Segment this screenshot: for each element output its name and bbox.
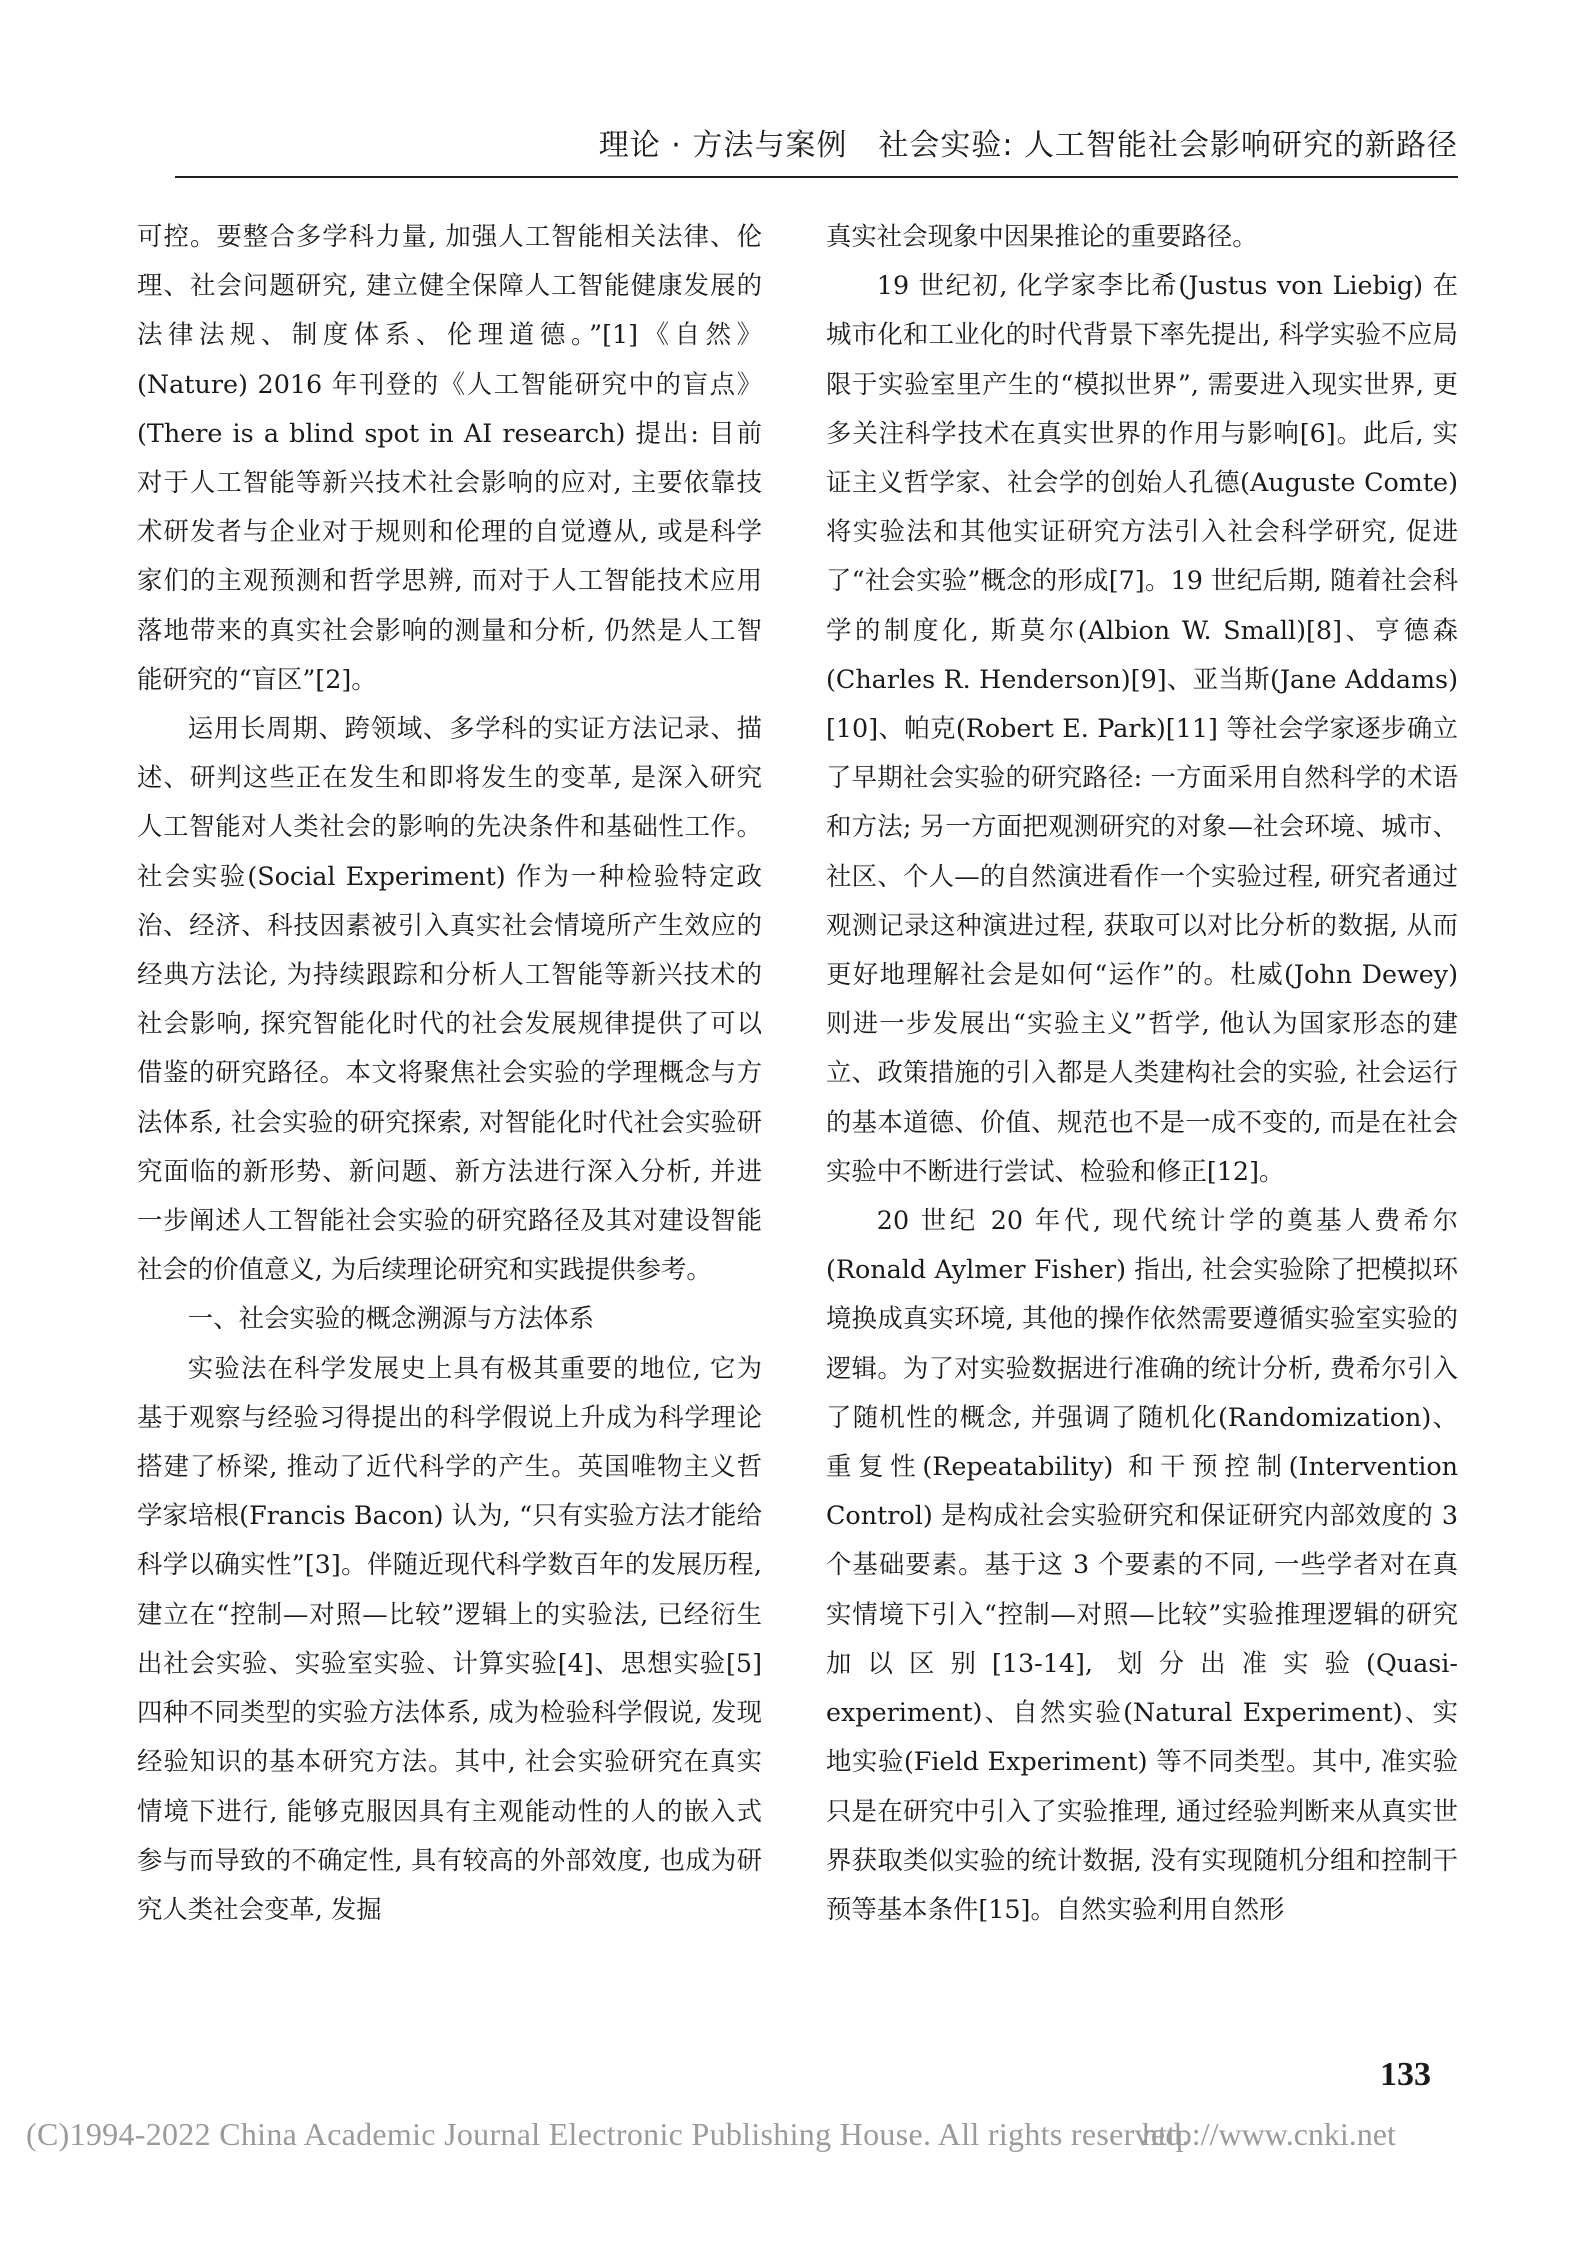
right-paragraph-3: 20 世纪 20 年代, 现代统计学的奠基人费希尔(Ronald Aylmer Fisher) 指出, 社会实验除了把模拟环境换成真实环境, 其他的操作依然需要遵循实验室实验的逻辑。为了对实验数据进行准确的统计分析, 费希尔引入了随机性的概念, 并强调了随机化(Randomization)、重复性(Repeatability) 和干预控制(Intervention Control) 是构成社会实验研究和保证研究内部效度的 3 个基础要素。基于这 3 个要素的不同, 一些学者对在真实情境下引入“控制—对照—比较”实验推理逻辑的研究加以区别[13-14], 划分出准实验(Quasi-experiment)、自然实验(Natural Experiment)、实地实验(Field Experiment) 等不同类型。其中, 准实验只是在研究中引入了实验推理, 通过经验判断来从真实世界获取类似实验的统计数据, 没有实现随机分组和控制干预等基本条件[15]。自然实验利用自然形 — [826, 1205, 1458, 1924]
left-paragraph-3: 实验法在科学发展史上具有极其重要的地位, 它为基于观察与经验习得提出的科学假说上升成为科学理论搭建了桥梁, 推动了近代科学的产生。英国唯物主义哲学家培根(Francis Bacon) 认为, “只有实验方法才能给科学以确实性”[3]。伴随近现代科学数百年的发展历程, 建立在“控制—对照—比较”逻辑上的实验法, 已经衍生出社会实验、实验室实验、计算实验[4]、思想实验[5] 四种不同类型的实验方法体系, 成为检验科学假说, 发现经验知识的基本研究方法。其中, 社会实验研究在真实情境下进行, 能够克服因具有主观能动性的人的嵌入式参与而导致的不确定性, 具有较高的外部效度, 也成为研究人类社会变革, 发掘 — [137, 1352, 762, 1924]
right-column — [826, 212, 1458, 1934]
right-paragraph-1: 真实社会现象中因果推论的重要路径。 — [826, 221, 1258, 251]
right-paragraph-2: 19 世纪初, 化学家李比希(Justus von Liebig) 在城市化和工业化的时代背景下率先提出, 科学实验不应局限于实验室里产生的“模拟世界”, 需要进入现实世界, 更多关注科学技术在真实世界的作用与影响[6]。此后, 实证主义哲学家、社会学的创始人孔德(Auguste Comte) 将实验法和其他实证研究方法引入社会科学研究, 促进了“社会实验”概念的形成[7]。19 世纪后期, 随着社会科学的制度化, 斯莫尔(Albion W. Small)[8]、亨德森(Charles R. Henderson)[9]、亚当斯(Jane Addams)[10]、帕克(Robert E. Park)[11] 等社会学家逐步确立了早期社会实验的研究路径: 一方面采用自然科学的术语和方法; 另一方面把观测研究的对象—社会环境、城市、社区、个人—的自然演进看作一个实验过程, 研究者通过观测记录这种演进过程, 获取可以对比分析的数据, 从而更好地理解社会是如何“运作”的。杜威(John Dewey) 则进一步发展出“实验主义”哲学, 他认为国家形态的建立、政策措施的引入都是人类建构社会的实验, 社会运行的基本道德、价值、规范也不是一成不变的, 而是在社会实验中不断进行尝试、检验和修正[12]。 — [826, 270, 1458, 1186]
running-header — [175, 126, 1458, 178]
left-paragraph-1: 可控。要整合多学科力量, 加强人工智能相关法律、伦理、社会问题研究, 建立健全保障人工智能健康发展的法律法规、制度体系、伦理道德。”[1]《自然》(Nature) 2016 年刊登的《人工智能研究中的盲点》(There is a blind spot in AI research) 提出: 目前对于人工智能等新兴技术社会影响的应对, 主要依靠技术研发者与企业对于规则和伦理的自觉遵从, 或是科学家们的主观预测和哲学思辨, 而对于人工智能技术应用落地带来的真实社会影响的测量和分析, 仍然是人工智能研究的“盲区”[2]。 — [137, 221, 762, 694]
running-title: 理论 · 方法与案例 社会实验: 人工智能社会影响研究的新路径 — [598, 128, 1458, 163]
footer-url[interactable]: http://www.cnki.net — [1142, 2116, 1396, 2152]
page-number: 133 — [1380, 2056, 1431, 2093]
left-column — [137, 212, 762, 1934]
left-paragraph-2: 运用长周期、跨领域、多学科的实证方法记录、描述、研判这些正在发生和即将发生的变革, 是深入研究人工智能对人类社会的影响的先决条件和基础性工作。社会实验(Social Experiment) 作为一种检验特定政治、经济、科技因素被引入真实社会情境所产生效应的经典方法论, 为持续跟踪和分析人工智能等新兴技术的社会影响, 探究智能化时代的社会发展规律提供了可以借鉴的研究路径。本文将聚焦社会实验的学理概念与方法体系, 社会实验的研究探索, 对智能化时代社会实验研究面临的新形势、新问题、新方法进行深入分析, 并进一步阐述人工智能社会实验的研究路径及其对建设智能社会的价值意义, 为后续理论研究和实践提供参考。 — [137, 713, 762, 1285]
footer-copyright: (C)1994-2022 China Academic Journal Electronic Publishing House. All rights reserved. — [26, 2116, 1190, 2152]
section-heading: 一、社会实验的概念溯源与方法体系 — [187, 1303, 595, 1334]
